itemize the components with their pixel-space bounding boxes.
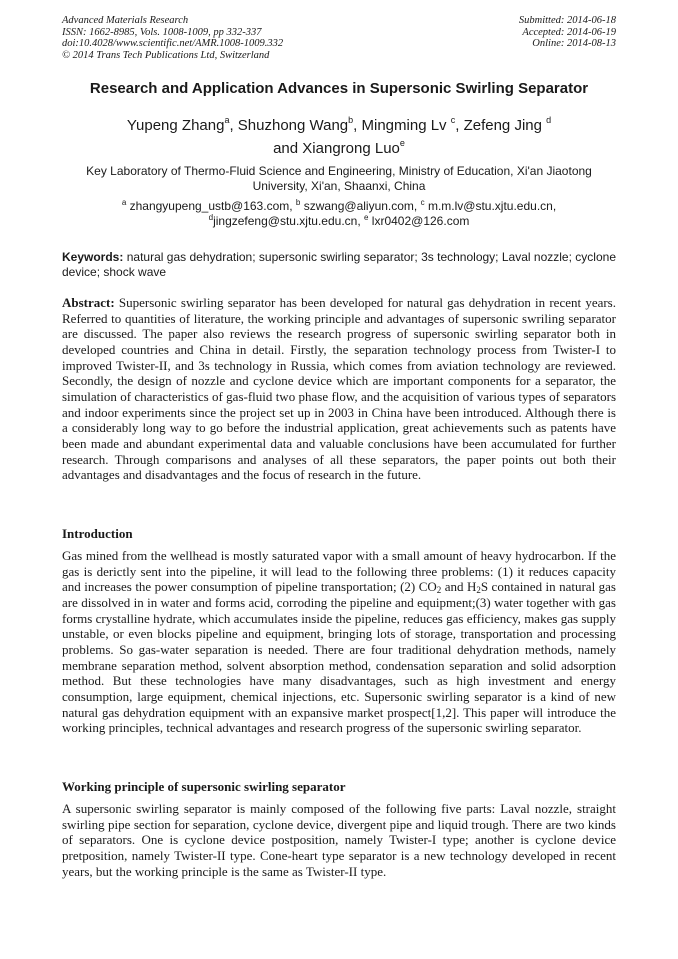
author-emails: $^a$ zhangyupeng_ustb@163.com, $^b$ szwang@aliyun.com, $^c$ m.m.lv@stu.xjtu.edu.cn, $^d$jingzefeng@stu.xjtu.edu.cn, $^e$ lxr0402@126.com: [121, 198, 557, 228]
working-principle-paragraph: A supersonic swirling separator is mainly composed of the following five parts: Laval nozzle, straight swirling pipe section for separation, cyclone device, divergent pipe and liquid trough. There are two kinds of separators. One is cyclone device postposition, namely Twister-I type; another is cyclone device pretposition, namely Twister-II type. Cone-heart type separator is a new technology developed in recent years, but the working principle is the same as Twister-II type.: [62, 801, 616, 879]
email: m.m.lv@stu.xjtu.edu.cn,: [427, 199, 557, 213]
author-name: Shuzhong Wang: [237, 117, 349, 134]
email: szwang@aliyun.com,: [303, 199, 421, 213]
online-date: Online: 2014-08-13: [532, 38, 616, 49]
keywords-label: Keywords:: [62, 250, 124, 264]
author-superscript: e: [399, 138, 405, 148]
paper-title: Research and Application Advances in Supersonic Swirling Separator: [89, 80, 589, 97]
abstract-label: Abstract:: [62, 295, 115, 310]
keywords-text: natural gas dehydration; supersonic swirling separator; 3s technology; Laval nozzle; cyclone device; shock wave: [62, 250, 616, 279]
doi-line: doi:10.4028/www.scientific.net/AMR.1008-1009.332: [62, 38, 284, 49]
author-superscript: a: [224, 115, 230, 125]
introduction-paragraph: Gas mined from the wellhead is mostly saturated vapor with a small amount of heavy hydrocarbon. If the gas is derictly sent into the pipeline, it will lead to the following three problems: (1) it reduces capacity and increases the power consumption of pipeline transportation; (2) $CO_2$ and $H_2S$ contained in natural gas are dissolved in in water and forms acid, corroding the pipeline and equipment;(3) water together with gas forms crystalline hydrate, which accumulates inside the pipeline, reduces gas efficiency, makes gas supply unstable, or even blocks pipeline and equipment, bringing lots of storage, transportation and processing problems. So gas-water separation is needed. There are four traditional dehydration methods, namely membrane separation method, solvent absorption method, condensation separation and solid adsorption method. But these technologies have many disadvantages, such as high investment and energy consumption, large equipment, chemical injections, etc. Supersonic swirling separator is a kind of new natural gas dehydration equipment with an expansive market prospect[1,2]. This paper will introduce the working principles, technical advantages and research progress of the supersonic swirling separator.: [62, 548, 616, 736]
abstract-text: Supersonic swirling separator has been developed for natural gas dehydration in recent years. Referred to quantities of literature, the working principle and advantages of supersonic swriling separator are discussed. The paper also reviews the research progress of supersonic swirling separator both in developed countries and China in detail. Firstly, the separation technology process from Twister-I to improved Twister-II, and 3s technology in Russia, which comes from aviation technology are reviewed. Secondly, the design of nozzle and cyclone device which are important components for a separator, the simulation of characteristics of gas-fluid two phase flow, and the acquisition of various types of separators and indoor experiments since the project set up in 2003 in China have been introduced. Although there is a considerably long way to go before the industrial application, great achievements such as patents have been made and abundant experimental data and valuable conclusions have been accumulated for further research. Through comparisons and analyses of all these separators, the paper points out both their advantages and disadvantages and the focus of research in the future.: [62, 295, 616, 483]
copyright-line: © 2014 Trans Tech Publications Ltd, Switzerland: [62, 49, 270, 61]
working-principle-heading: Working principle of supersonic swirling separator: [62, 779, 346, 794]
journal-name: Advanced Materials Research: [62, 15, 189, 26]
issn-line: ISSN: 1662-8985, Vols. 1008-1009, pp 332-337: [62, 26, 262, 38]
author-list: Yupeng Zhang$^a$, Shuzhong Wang$^b$, Mingming Lv $^c$, Zefeng Jing $^d$ and Xiangrong Luo$^e$: [126, 115, 552, 157]
keywords: [62, 250, 616, 280]
email: lxr0402@126.com: [371, 214, 470, 228]
author-superscript: d: [546, 115, 552, 125]
author-name: Zefeng Jing: [463, 117, 542, 134]
abstract: [62, 295, 616, 483]
author-name: Mingming Lv: [361, 117, 447, 134]
author-name: Xiangrong Luo: [302, 140, 400, 157]
introduction-heading: Introduction: [62, 526, 133, 541]
submitted-date: Submitted: 2014-06-18: [518, 15, 616, 26]
affiliation: Key Laboratory of Thermo-Fluid Science and Engineering, Ministry of Education, Xi'an Jiaotong University, Xi'an, Shaanxi, China: [86, 164, 592, 193]
submission-dates: [519, 15, 616, 50]
email: jingzefeng@stu.xjtu.edu.cn,: [213, 214, 364, 228]
email: zhangyupeng_ustb@163.com,: [129, 199, 296, 213]
author-superscript: b: [348, 115, 354, 125]
journal-info: [62, 15, 283, 61]
author-name: Yupeng Zhang: [126, 117, 225, 134]
accepted-date: Accepted: 2014-06-19: [522, 26, 616, 38]
author-superscript: c: [450, 115, 456, 125]
